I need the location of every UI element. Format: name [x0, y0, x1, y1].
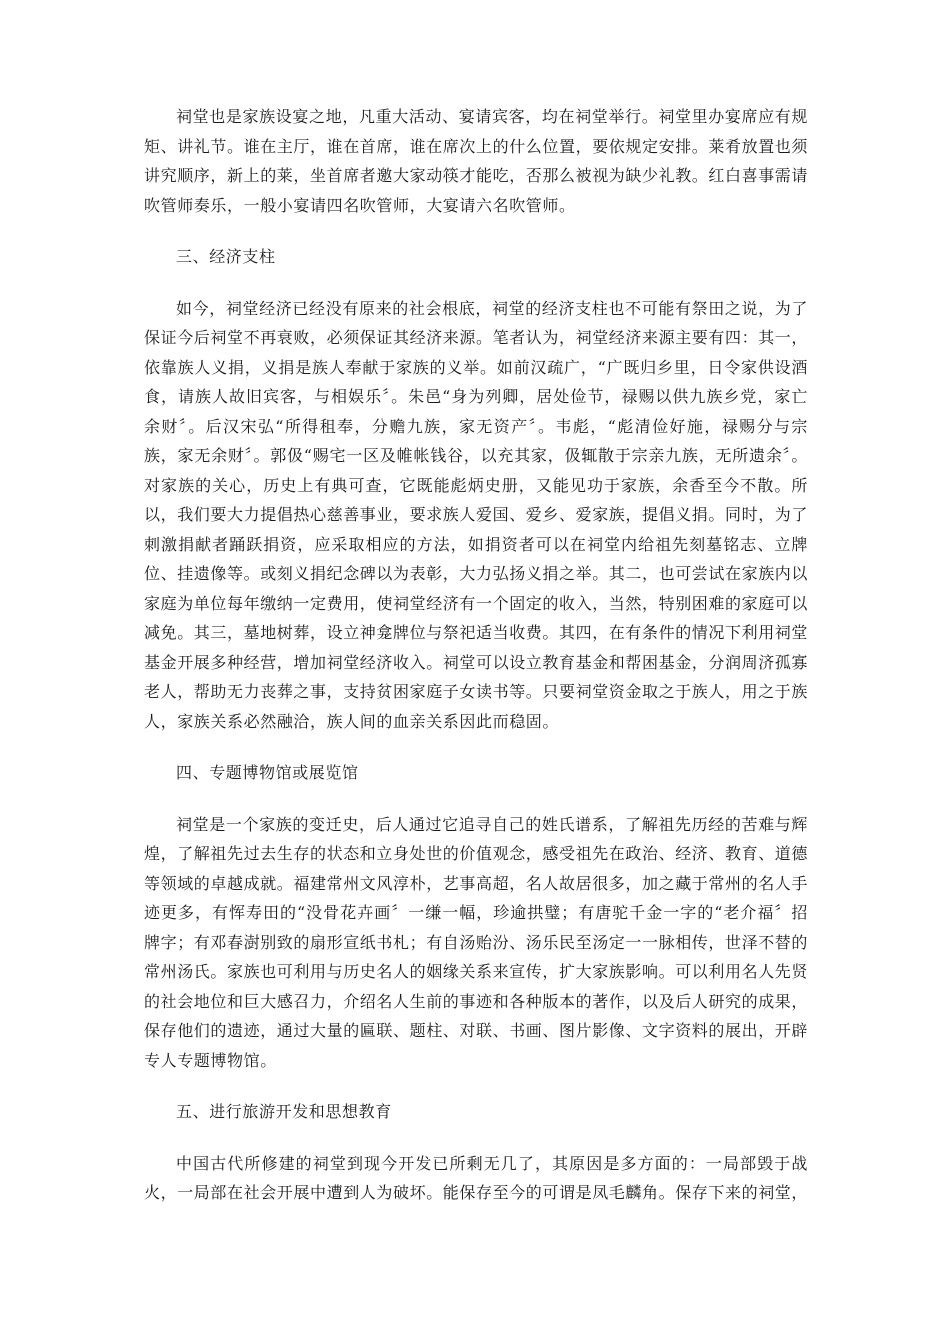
section-heading-museum: 四、专题博物馆或展览馆 — [176, 763, 359, 782]
section-heading-tourism: 五、进行旅游开发和思想教育 — [176, 1102, 392, 1121]
paragraph-museum: 祠堂是一个家族的变迁史，后人通过它追寻自己的姓氏谱系，了解祖先历经的苦难与辉煌，了解祖先过去生存的状态和立身处世的价值观念，感受祖先在政治、经济、教育、道德等领域的卓越成就。福建常州文风淳朴，艺事高超，名人故居很多，加之藏于常州的名人手迹更多，有恽寿田的“没骨花卉画〞一缣一幅，珍逾拱璧；有唐驼千金一字的“老介福〞招牌字；有邓春澍别致的扇形宣纸书札；有自汤贻汾、汤乐民至汤定一一脉相传，世泽不替的常州汤氏。家族也可利用与历史名人的姻缘关系来宣传，扩大家族影响。可以利用名人先贤的社会地位和巨大感召力，介绍名人生前的事迹和各种版本的著作，以及后人研究的成果，保存他们的遗迹，通过大量的匾联、题柱、对联、书画、图片影像、文字资料的展出，开辟专人专题博物馆。 — [144, 814, 809, 1070]
paragraph-gap — [144, 1075, 808, 1097]
heading-gap — [144, 1127, 808, 1149]
heading-gap — [144, 788, 808, 810]
paragraph-gap — [144, 736, 808, 758]
paragraph-banquet: 祠堂也是家族设宴之地，凡重大活动、宴请宾客，均在祠堂举行。祠堂里办宴席应有规矩、讲礼节。谁在主厅，谁在首席，谁在席次上的什么位置，要依规定安排。莱肴放置也须讲究顺序，新上的莱，坐首席者邀大家动筷才能吃，否那么被视为缺少礼教。红白喜事需请吹管师奏乐，一般小宴请四名吹管师，大宴请六名吹管师。 — [144, 107, 809, 215]
section-heading-economy: 三、经济支柱 — [176, 247, 276, 266]
paragraph-gap — [144, 220, 808, 242]
heading-gap — [144, 272, 808, 294]
document-page — [144, 102, 808, 1208]
paragraph-tourism: 中国古代所修建的祠堂到现今开发已所剩无几了，其原因是多方面的：一局部毁于战火，一局部在社会开展中遭到人为破坏。能保存至今的可谓是凤毛麟角。保存下来的祠堂， — [144, 1153, 809, 1202]
paragraph-economy: 如今，祠堂经济已经没有原来的社会根底，祠堂的经济支柱也不可能有祭田之说，为了保证今后祠堂不再衰败，必须保证其经济来源。笔者认为，祠堂经济来源主要有四：其一，依靠族人义捐，义捐是族人奉献于家族的义举。如前汉疏广，“广既归乡里，日令家供设酒食，请族人故旧宾客，与相娱乐〞。朱邑“身为列卿，居处俭节，禄赐以供九族乡党，家亡余财〞。后汉宋弘“所得租奉，分赡九族，家无资产〞。韦彪，“彪清俭好施，禄赐分与宗族，家无余财〞。郭伋“赐宅一区及帷帐钱谷，以充其家，伋辄散于宗亲九族，无所遗余〞。对家族的关心，历史上有典可查，它既能彪炳史册，又能见功于家族，余香至今不散。所以，我们要大力提倡热心慈善事业，要求族人爱国、爱乡、爱家族，提倡义捐。同时，为了刺激捐献者踊跃捐资，应采取相应的方法，如捐资者可以在祠堂内给祖先刻墓铭志、立牌位、挂遗像等。或刻义捐纪念碑以为表彰，大力弘扬义捐之举。其二，也可尝试在家族内以家庭为单位每年缴纳一定费用，使祠堂经济有一个固定的收入，当然，特别困难的家庭可以减免。其三，墓地树葬，设立神龛牌位与祭祀适当收费。其四，在有条件的情况下利用祠堂基金开展多种经营，增加祠堂经济收入。祠堂可以设立教育基金和帮困基金，分润周济孤寡老人，帮助无力丧葬之事，支持贫困家庭子女读书等。只要祠堂资金取之于族人，用之于族人，家族关系必然融洽，族人间的血亲关系因此而稳固。 — [144, 298, 809, 731]
